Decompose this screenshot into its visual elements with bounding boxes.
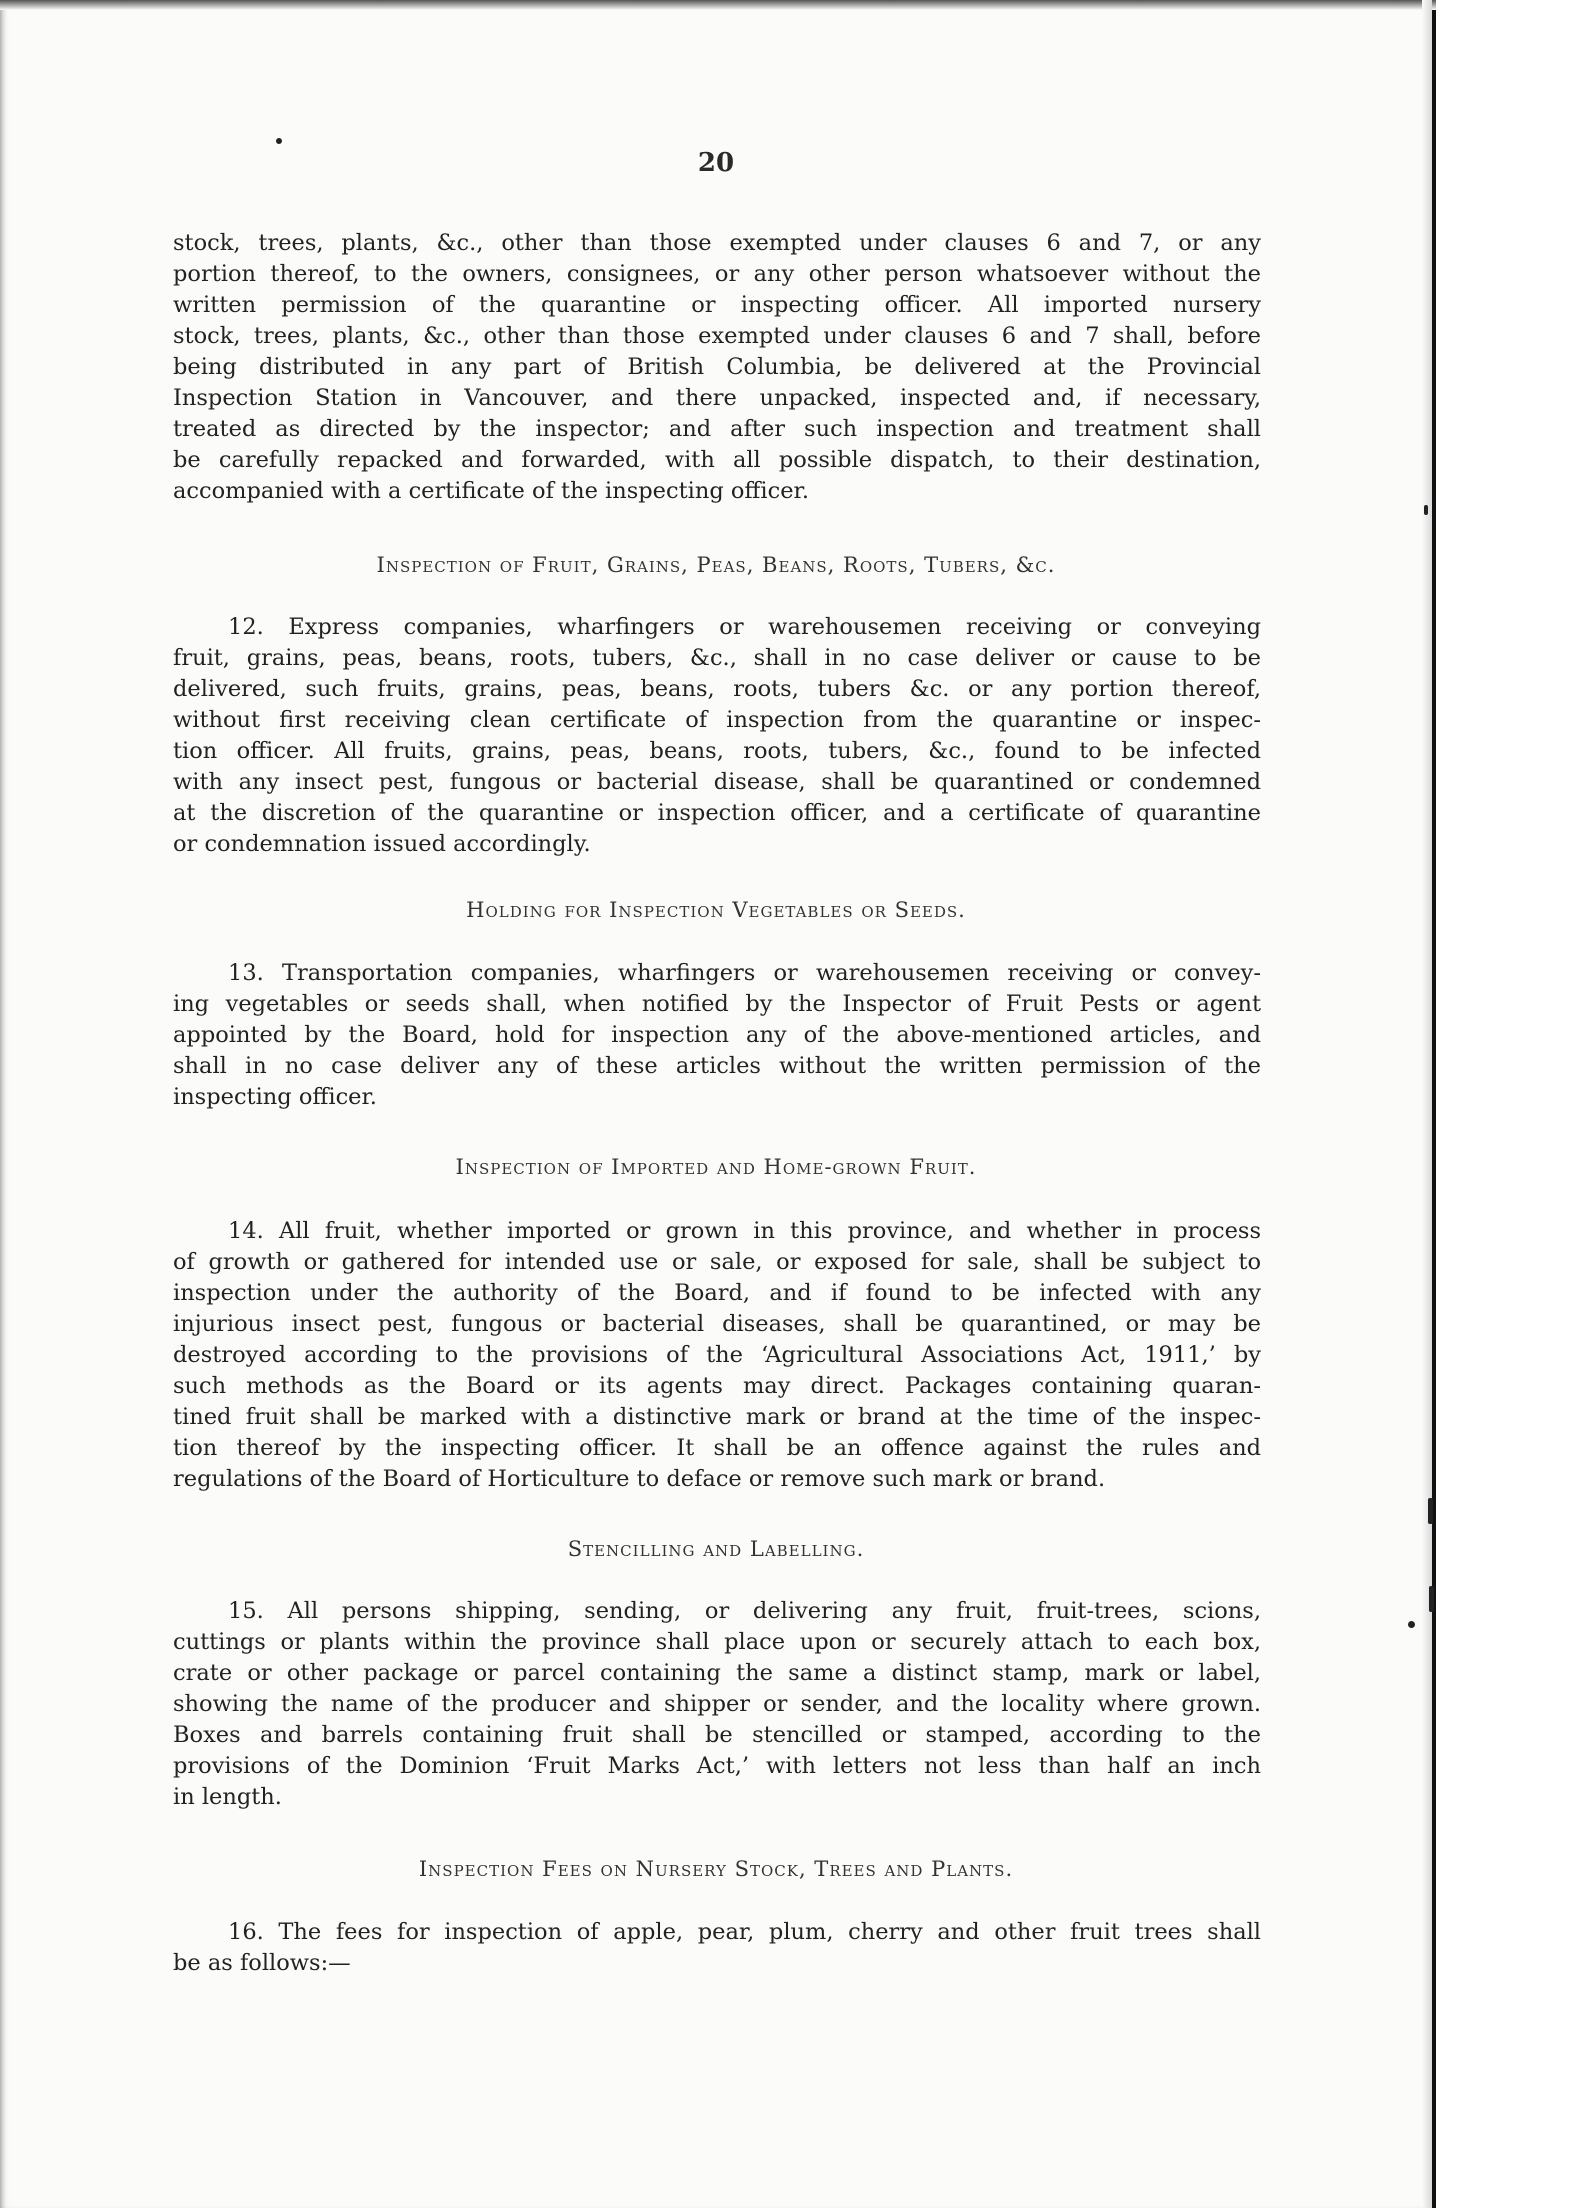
text-line: 13. Transportation companies, wharfingers or warehousemen receiving or convey-: [228, 960, 1261, 986]
text-line: tined fruit shall be marked with a distinctive mark or brand at the time of the inspec-: [173, 1404, 1261, 1430]
text-line: being distributed in any part of British Columbia, be delivered at the Provincial: [173, 354, 1261, 380]
scan-speck: [1408, 1621, 1415, 1628]
text-line: destroyed according to the provisions of the ‘Agricultural Associations Act, 1911,’ by: [173, 1342, 1261, 1368]
text-line: in length.: [173, 1784, 282, 1810]
scan-speck: [1428, 1498, 1433, 1524]
scan-speck: [276, 138, 282, 144]
text-line: of growth or gathered for intended use or sale, or exposed for sale, shall be subject to: [173, 1249, 1261, 1275]
text-line: such methods as the Board or its agents may direct. Packages containing quaran-: [173, 1373, 1261, 1399]
text-line: 14. All fruit, whether imported or grown in this province, and whether in process: [228, 1218, 1261, 1244]
text-line: or condemnation issued accordingly.: [173, 831, 591, 857]
clause-12-paragraph: [173, 612, 1261, 860]
text-line: cuttings or plants within the province shall place upon or securely attach to each box,: [173, 1629, 1261, 1655]
text-line: written permission of the quarantine or inspecting officer. All imported nursery: [173, 292, 1261, 318]
text-line: 12. Express companies, wharfingers or warehousemen receiving or conveying: [228, 614, 1261, 640]
page-number: 20: [697, 148, 735, 178]
text-line: crate or other package or parcel containing the same a distinct stamp, mark or label,: [173, 1660, 1261, 1686]
continuation-paragraph: [173, 228, 1261, 507]
section-heading: Stencilling and Labelling.: [567, 1537, 865, 1561]
section-heading: Inspection of Imported and Home-grown Fruit.: [455, 1155, 977, 1179]
text-line: accompanied with a certificate of the inspecting officer.: [173, 478, 809, 504]
text-line: inspection under the authority of the Board, and if found to be infected with any: [173, 1280, 1261, 1306]
scan-margin: [1436, 0, 1576, 2208]
text-line: provisions of the Dominion ‘Fruit Marks Act,’ with letters not less than half an inch: [173, 1753, 1261, 1779]
text-line: inspecting officer.: [173, 1084, 377, 1110]
text-line: regulations of the Board of Horticulture to deface or remove such mark or brand.: [173, 1466, 1106, 1492]
text-line: fruit, grains, peas, beans, roots, tubers, &c., shall in no case deliver or cause to be: [173, 645, 1261, 671]
scan-top-shadow: [0, 0, 1436, 10]
scan-speck: [1429, 1586, 1434, 1612]
section-heading: Inspection Fees on Nursery Stock, Trees and Plants.: [418, 1857, 1014, 1881]
text-line: 15. All persons shipping, sending, or delivering any fruit, fruit-trees, scions,: [228, 1598, 1261, 1624]
text-line: delivered, such fruits, grains, peas, beans, roots, tubers &c. or any portion thereof,: [173, 676, 1261, 702]
text-line: shall in no case deliver any of these articles without the written permission of the: [173, 1053, 1261, 1079]
text-line: with any insect pest, fungous or bacterial disease, shall be quarantined or condemned: [173, 769, 1261, 795]
text-line: tion officer. All fruits, grains, peas, beans, roots, tubers, &c., found to be infected: [173, 738, 1261, 764]
text-line: tion thereof by the inspecting officer. It shall be an offence against the rules and: [173, 1435, 1261, 1461]
text-line: portion thereof, to the owners, consignees, or any other person whatsoever without the: [173, 261, 1261, 287]
clause-13-paragraph: [173, 958, 1261, 1113]
clause-14-paragraph: [173, 1216, 1261, 1495]
text-line: 16. The fees for inspection of apple, pear, plum, cherry and other fruit trees shall: [228, 1919, 1261, 1945]
text-line: injurious insect pest, fungous or bacterial diseases, shall be quarantined, or may be: [173, 1311, 1261, 1337]
section-heading: Inspection of Fruit, Grains, Peas, Beans, Roots, Tubers, &c.: [376, 553, 1056, 577]
clause-15-paragraph: [173, 1596, 1261, 1813]
text-line: Boxes and barrels containing fruit shall be stencilled or stamped, according to the: [173, 1722, 1261, 1748]
text-line: Inspection Station in Vancouver, and there unpacked, inspected and, if necessary,: [173, 385, 1261, 411]
text-line: ing vegetables or seeds shall, when notified by the Inspector of Fruit Pests or agent: [173, 991, 1261, 1017]
text-line: be as follows:—: [173, 1950, 351, 1976]
text-line: be carefully repacked and forwarded, with all possible dispatch, to their destination,: [173, 447, 1261, 473]
text-line: stock, trees, plants, &c., other than those exempted under clauses 6 and 7 shall, before: [173, 323, 1261, 349]
text-line: treated as directed by the inspector; and after such inspection and treatment shall: [173, 416, 1261, 442]
scan-speck: [1424, 505, 1428, 515]
text-line: appointed by the Board, hold for inspection any of the above-mentioned articles, and: [173, 1022, 1261, 1048]
text-line: without first receiving clean certificate of inspection from the quarantine or inspec-: [173, 707, 1261, 733]
section-heading: Holding for Inspection Vegetables or Seeds.: [466, 898, 966, 922]
text-line: stock, trees, plants, &c., other than those exempted under clauses 6 and 7, or any: [173, 230, 1261, 256]
text-line: showing the name of the producer and shipper or sender, and the locality where grown.: [173, 1691, 1261, 1717]
clause-16-paragraph: [173, 1917, 1261, 1979]
text-line: at the discretion of the quarantine or inspection officer, and a certificate of quarantine: [173, 800, 1261, 826]
